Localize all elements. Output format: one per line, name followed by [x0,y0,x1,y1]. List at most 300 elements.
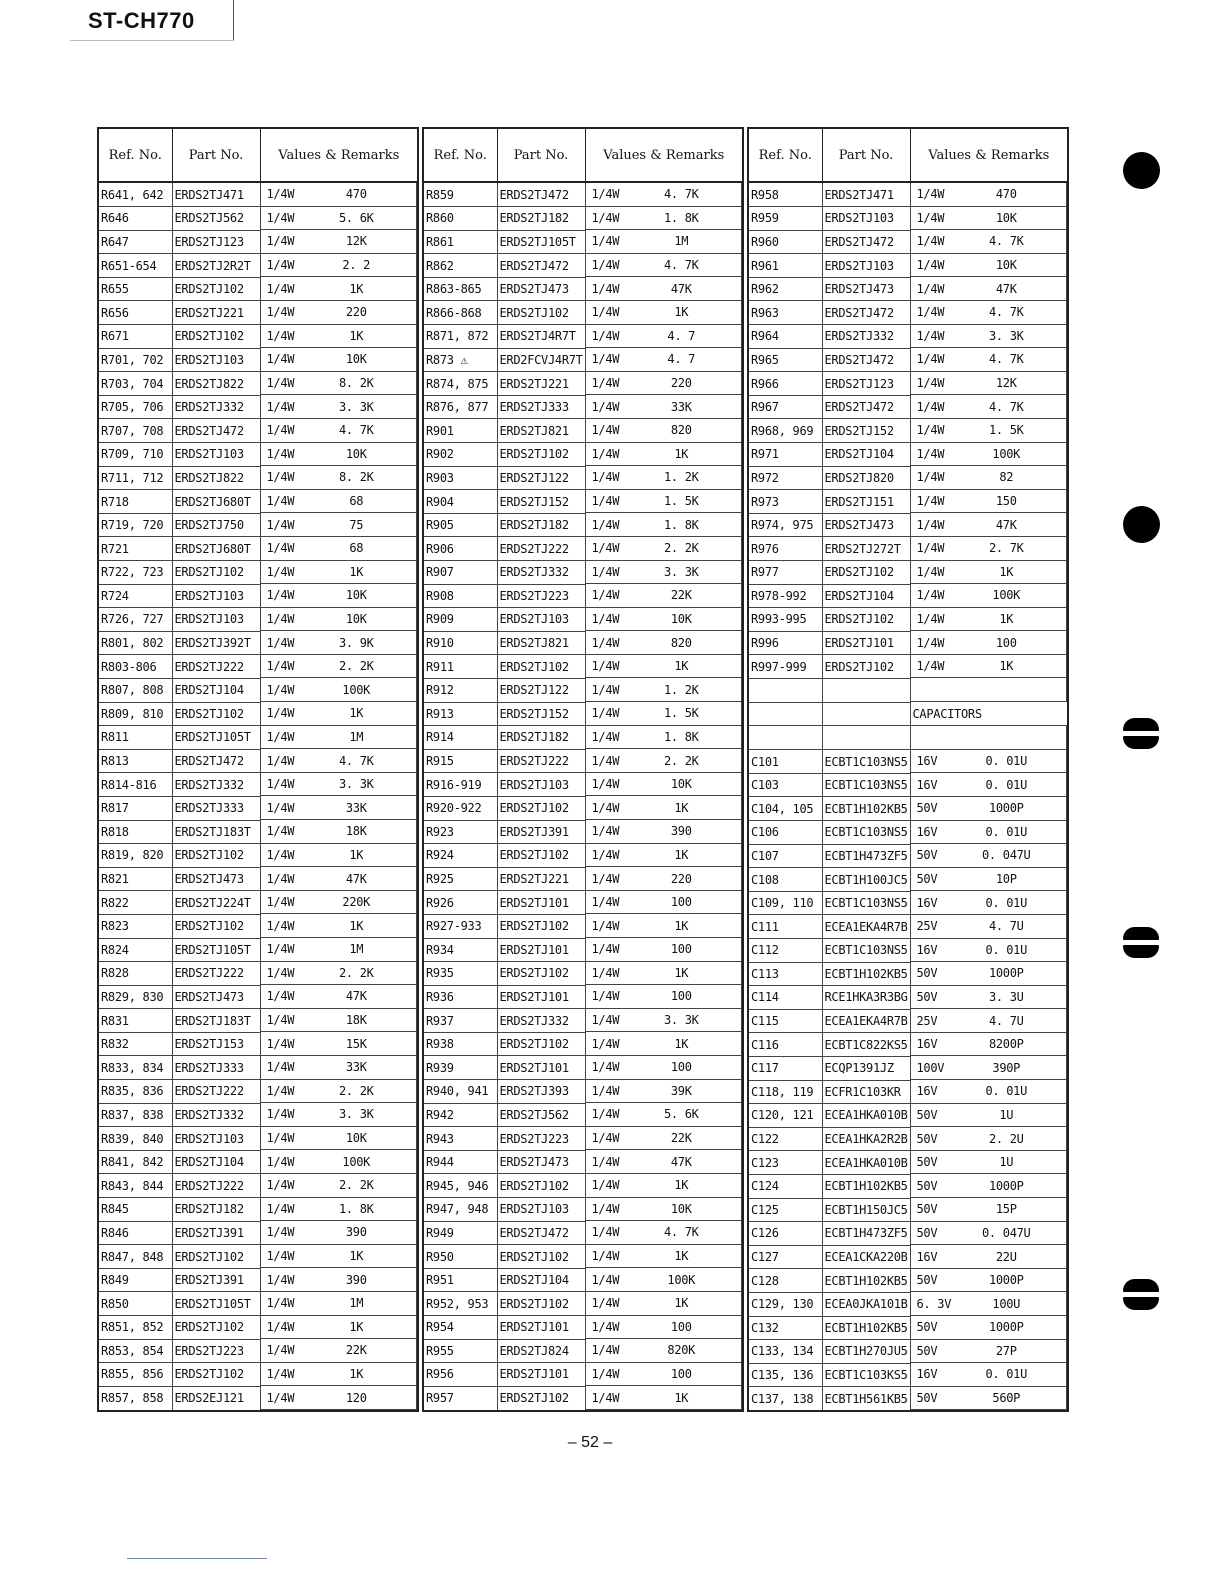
table-row [748,348,1068,372]
values-remarks [586,230,743,254]
value: 22K [670,588,692,603]
values-remarks [586,938,743,962]
part-no: ECBT1C822KS5 [822,1033,910,1057]
rating: 1/4W [591,1272,620,1287]
value: 4. 7 [667,328,696,343]
value: 100K [992,446,1021,461]
part-no: ERDS2TJ102 [497,1032,585,1056]
value: 1000P [988,1273,1024,1288]
values-remarks [261,254,418,278]
value: 1M [349,1296,364,1311]
values-remarks [261,796,418,820]
ref-no: R951 [423,1268,497,1292]
ref-no: R862 [423,254,497,278]
ref-no: R813 [98,749,172,773]
rating: 1/4W [916,659,945,674]
table-row [748,1174,1068,1198]
part-no: ERDS2TJ104 [172,678,260,702]
table-row [423,1339,743,1363]
values-remarks [261,466,418,490]
value: 75 [349,517,364,532]
value: 820 [670,635,692,650]
rating: 1/4W [266,494,295,509]
values-remarks [261,1245,418,1269]
table-row [423,513,743,537]
values-remarks [261,277,418,301]
ref-no: R956 [423,1363,497,1387]
table-row [748,1151,1068,1175]
values-remarks [586,914,743,938]
rating: 50V [916,848,938,863]
ref-no: R962 [748,277,822,301]
ref-no: R724 [98,584,172,608]
value: 100K [667,1272,696,1287]
ref-no: C132 [748,1316,822,1340]
table-row [98,678,418,702]
values-remarks [586,1009,743,1033]
ref-no: C112 [748,939,822,963]
values-remarks [261,655,418,679]
table-row [423,1292,743,1316]
rating: 1/4W [266,800,295,815]
value: 1K [349,281,364,296]
values-remarks [586,796,743,820]
part-no: ERDS2TJ103 [497,773,585,797]
part-no: ECEA1HKA010B [822,1151,910,1175]
value: 100 [995,635,1017,650]
value: 220 [670,871,692,886]
part-no: ERDS2TJ102 [497,655,585,679]
table-row [423,1080,743,1104]
rating: 1/4W [266,1083,295,1098]
rating: 1/4W [916,517,945,532]
values-remarks [261,1339,418,1363]
ref-no: R950 [423,1245,497,1269]
rating: 16V [916,1084,938,1099]
rating: 50V [916,989,938,1004]
values-remarks [261,1198,418,1222]
table-row [98,1056,418,1080]
table-row [423,1316,743,1340]
values-remarks [261,1127,418,1151]
values-remarks [911,844,1068,868]
ref-no: R960 [748,230,822,254]
table-row [98,1009,418,1033]
value: 120 [345,1390,367,1405]
values-remarks [911,1222,1068,1246]
table-row [98,985,418,1009]
ref-no: R993-995 [748,608,822,632]
value: 15K [345,1036,367,1051]
ref-no: R907 [423,561,497,585]
rating: 1/4W [266,965,295,980]
table-row [98,608,418,632]
table-row [748,372,1068,396]
rating: 1/4W [591,210,620,225]
part-no: ERDS2TJ472 [172,419,260,443]
rating: 1/4W [266,1201,295,1216]
rating: 1/4W [591,564,620,579]
table-row [98,867,418,891]
rating: 1/4W [591,187,620,202]
ref-no: R911 [423,655,497,679]
ref-no: R958 [748,182,822,207]
values-remarks [261,1150,418,1174]
table-row [98,254,418,278]
rating: 1/4W [591,777,620,792]
values-remarks [586,1221,743,1245]
ref-no: R976 [748,537,822,561]
values-remarks [261,631,418,655]
value: 0. 01U [985,824,1028,839]
values-remarks [261,914,418,938]
part-no: ERDS2TJ223 [172,1339,260,1363]
rating: 1/4W [591,942,620,957]
part-no: ERDS2TJ122 [497,678,585,702]
part-no: ERD2FCVJ4R7T [497,348,585,372]
ref-no: C108 [748,868,822,892]
ref-no: R977 [748,561,822,585]
part-no: ECBT1H102KB5 [822,797,910,821]
ref-no: R839, 840 [98,1127,172,1151]
table-row [423,1127,743,1151]
values-remarks [911,490,1068,514]
part-no: ECBT1H561KB5 [822,1387,910,1412]
table-row [748,844,1068,868]
value: 3. 3K [338,399,374,414]
rating: 1/4W [591,399,620,414]
part-no: ERDS2TJ102 [822,561,910,585]
part-no: ERDS2TJ102 [172,1316,260,1340]
table-row [423,985,743,1009]
value: 2. 2K [338,1178,374,1193]
values-remarks [911,254,1068,278]
part-no: ERDS2TJ391 [172,1268,260,1292]
table-row [748,395,1068,419]
value: 1K [349,847,364,862]
value: 100K [342,682,371,697]
value: 33K [345,1060,367,1075]
ref-no: R817 [98,796,172,820]
rating: 1/4W [266,234,295,249]
table-row [98,844,418,868]
values-remarks [261,325,418,349]
rating: 1/4W [266,847,295,862]
values-remarks [911,325,1068,349]
table-row [98,1221,418,1245]
table-row [748,466,1068,490]
rating: 1/4W [591,1343,620,1358]
parts-table-1 [97,127,419,1412]
values-remarks [911,395,1068,419]
binding-hole [1123,152,1160,189]
rating: 1/4W [591,989,620,1004]
table-row [748,986,1068,1010]
rating: 1/4W [266,1272,295,1287]
table-row [98,419,418,443]
ref-no: R937 [423,1009,497,1033]
ref-no: R965 [748,348,822,372]
part-no: ERDS2TJ102 [172,1245,260,1269]
rating: 1/4W [266,895,295,910]
table-row [423,443,743,467]
rating: 1/4W [591,1131,620,1146]
rating: 1/4W [266,258,295,273]
part-no: ERDS2TJ221 [497,372,585,396]
table-row [98,561,418,585]
rating: 100V [916,1060,945,1075]
part-no: ECFR1C103KR [822,1080,910,1104]
part-no: ERDS2TJ102 [497,301,585,325]
ref-no: R814-816 [98,773,172,797]
value: 39K [670,1083,692,1098]
table-row [748,1222,1068,1246]
ref-no: R711, 712 [98,466,172,490]
ref-no: R828 [98,962,172,986]
value: 4. 7K [988,399,1024,414]
value: 100 [670,942,692,957]
values-remarks [586,1127,743,1151]
value: 10K [995,258,1017,273]
part-no: ERDS2TJ222 [172,655,260,679]
value: 1K [674,1390,689,1405]
ref-no: R843, 844 [98,1174,172,1198]
table-row [748,1363,1068,1387]
values-remarks [261,1103,418,1127]
value: 4. 7K [338,753,374,768]
rating: 1/4W [916,187,945,202]
value: 18K [345,824,367,839]
rating: 1/4W [266,1249,295,1264]
table-row [423,796,743,820]
ref-no: R801, 802 [98,631,172,655]
value: 1K [349,1249,364,1264]
ref-no: C120, 121 [748,1104,822,1128]
table-row [98,537,418,561]
rating: 1/4W [916,305,945,320]
value: 0. 01U [985,754,1028,769]
part-no: ERDS2TJ101 [497,1316,585,1340]
table-row [98,207,418,231]
rating: 1/4W [591,1201,620,1216]
table-row [748,182,1068,207]
table-row [98,513,418,537]
part-no: ERDS2TJ562 [497,1103,585,1127]
part-no: ERDS2TJ183T [172,1009,260,1033]
ref-no: R831 [98,1009,172,1033]
ref-no: R703, 704 [98,372,172,396]
values-remarks [261,608,418,632]
part-no: ERDS2TJ182 [497,207,585,231]
ref-no: R972 [748,466,822,490]
ref-no: C118, 119 [748,1080,822,1104]
table-row [748,1269,1068,1293]
values-remarks [261,207,418,231]
rating: 16V [916,824,938,839]
table-row [748,962,1068,986]
values-remarks [911,915,1068,939]
value: 220K [342,895,371,910]
ref-no: R835, 836 [98,1080,172,1104]
value: 0. 01U [985,777,1028,792]
values-remarks [911,1151,1068,1175]
rating: 1/4W [916,258,945,273]
table-row [748,1340,1068,1364]
value: 1K [349,1319,364,1334]
values-remarks [911,1269,1068,1293]
rating: 1/4W [266,1343,295,1358]
values-remarks [586,1080,743,1104]
part-no: ERDS2TJ104 [822,443,910,467]
values-remarks [911,1316,1068,1340]
value: 2. 2K [338,659,374,674]
values-remarks [586,207,743,231]
value: 1K [999,564,1014,579]
ref-no: R860 [423,207,497,231]
part-no: ERDS2TJ222 [497,537,585,561]
part-no: ECBT1C103NS5 [822,891,910,915]
rating: 50V [916,1273,938,1288]
rating: 1/4W [591,1366,620,1381]
rating: 1/4W [591,847,620,862]
part-no: ERDS2TJ102 [172,914,260,938]
part-no: ERDS2TJ472 [497,182,585,207]
rating: 1/4W [266,659,295,674]
values-remarks [261,513,418,537]
values-remarks [911,655,1068,679]
rating: 1/4W [591,682,620,697]
table-row [748,1080,1068,1104]
table-row [423,466,743,490]
part-no: ERDS2TJ2R2T [172,254,260,278]
table-row [98,372,418,396]
table-row [98,702,418,726]
values-remarks [261,1174,418,1198]
part-no: ERDS2TJ123 [172,230,260,254]
part-no: ERDS2TJ824 [497,1339,585,1363]
part-no: ERDS2TJ750 [172,513,260,537]
table-row [423,490,743,514]
value: 1000P [988,966,1024,981]
value: 22U [995,1249,1017,1264]
value: 3. 3K [663,564,699,579]
part-no: ECBT1H473ZF5 [822,1222,910,1246]
value: 33K [345,800,367,815]
table-row [748,325,1068,349]
table-row [748,1198,1068,1222]
values-remarks [911,773,1068,797]
values-remarks [586,348,743,372]
part-no: ERDS2TJ105T [172,938,260,962]
table-row [98,230,418,254]
table-row [748,301,1068,325]
rating: 1/4W [591,1390,620,1405]
values-remarks [261,395,418,419]
header-rule [233,0,234,40]
ref-no: R936 [423,985,497,1009]
values-remarks [586,513,743,537]
ref-no: R978-992 [748,584,822,608]
table-row [423,1032,743,1056]
part-no: ERDS2TJ101 [822,631,910,655]
values-remarks [586,1056,743,1080]
table-row [423,1198,743,1222]
ref-no: R945, 946 [423,1174,497,1198]
value: 2. 2 [342,258,371,273]
values-remarks [586,1316,743,1340]
values-remarks [261,1221,418,1245]
ref-no: C111 [748,915,822,939]
value: 4. 7K [988,305,1024,320]
ref-no: R818 [98,820,172,844]
value: 1K [349,328,364,343]
part-no: ERDS2TJ332 [172,1103,260,1127]
table-row [423,1103,743,1127]
ref-no: R863-865 [423,277,497,301]
value: 3. 9K [338,635,374,650]
rating: 1/4W [266,611,295,626]
ref-no: R824 [98,938,172,962]
table-row [98,1103,418,1127]
rating: 1/4W [591,494,620,509]
table-row [98,891,418,915]
rating: 1/4W [266,682,295,697]
column-header-values: Values & Remarks [260,128,418,182]
rating: 1/4W [266,517,295,532]
rating: 1/4W [591,1178,620,1193]
values-remarks [911,1009,1068,1033]
values-remarks [261,702,418,726]
values-remarks [586,844,743,868]
ref-no: R833, 834 [98,1056,172,1080]
table-row [748,891,1068,915]
ref-no: R954 [423,1316,497,1340]
ref-no: C115 [748,1009,822,1033]
ref-no: R707, 708 [98,419,172,443]
part-no: ERDS2TJ103 [172,348,260,372]
ref-no: R940, 941 [423,1080,497,1104]
table-row [98,395,418,419]
value: 10K [670,777,692,792]
values-remarks [911,584,1068,608]
value: 1U [999,1107,1014,1122]
ref-no: R701, 702 [98,348,172,372]
values-remarks [911,1033,1068,1057]
rating: 6. 3V [916,1296,952,1311]
ref-no: R853, 854 [98,1339,172,1363]
value: 1K [674,847,689,862]
table-row [98,962,418,986]
table-row [98,1292,418,1316]
rating: 16V [916,1367,938,1382]
ref-no: R997-999 [748,655,822,679]
rating: 1/4W [266,1013,295,1028]
value: 47K [670,1154,692,1169]
part-no: ERDS2TJ152 [497,702,585,726]
column-header-ref: Ref. No. [423,128,497,182]
table-row [748,1387,1068,1412]
values-remarks [586,1103,743,1127]
ref-no: R964 [748,325,822,349]
values-remarks [586,1363,743,1387]
values-remarks [911,1245,1068,1269]
part-no: ERDS2TJ103 [172,608,260,632]
values-remarks [261,1292,418,1316]
value: 10K [345,352,367,367]
value: 47K [670,281,692,296]
table-row [98,443,418,467]
part-no: ERDS2TJ101 [497,938,585,962]
